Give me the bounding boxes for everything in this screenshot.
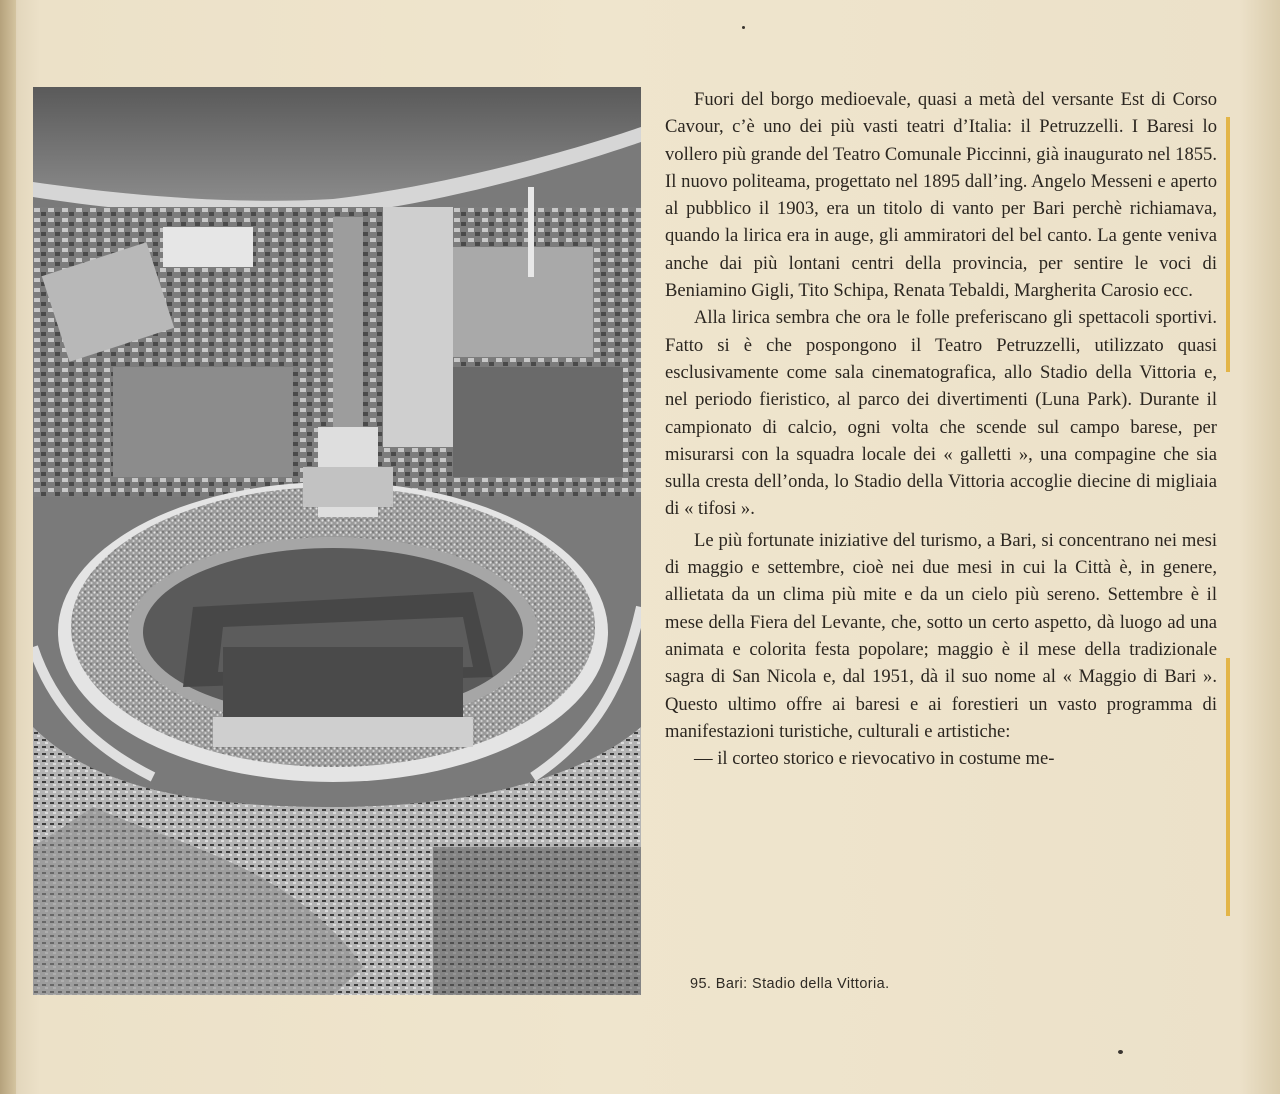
- paragraph-4: — il corteo storico e rievocativo in costume me-: [694, 748, 1055, 770]
- photo-caption: 95. Bari: Stadio della Vittoria.: [690, 976, 890, 992]
- paper-speck: [742, 26, 745, 29]
- paragraph-2: Alla lirica sembra che ora le folle preferiscano gli spettacoli sportivi. Fatto si è che pospongono il Teatro Petruzzelli, utilizzato quasi esclusivamente come sala cinematografica, allo Stadio della Vittoria e, nel periodo fieristico, al parco dei divertimenti (Luna Park). Durante il campionato di calcio, ogni volta che scende sul campo barese, per misurarsi con la squadra locale dei « galletti », una compagine che sia sulla cresta dell’onda, lo Stadio della Vittoria accoglie diecine di migliaia di « tifosi ».: [665, 307, 1217, 520]
- body-text: [665, 86, 1217, 772]
- paper-speck: [1118, 1050, 1123, 1054]
- margin-mark-1: [1226, 117, 1230, 372]
- paragraph-1: Fuori del borgo medioevale, quasi a metà del versante Est di Corso Cavour, c’è uno dei più vasti teatri d’Italia: il Petruzzelli. I Baresi lo vollero più grande del Teatro Comunale Piccinni, già inaugurato nel 1855. Il nuovo politeama, progettato nel 1895 dall’ing. Angelo Messeni e aperto al pubblico il 1903, era un titolo di vanto per Bari perchè richiamava, quando la lirica era in auge, gli ammiratori del bel canto. La gente veniva anche dai più lontani centri della provincia, per sentire le voci di Beniamino Gigli, Tito Schipa, Renata Tebaldi, Margherita Carosio ecc.: [665, 89, 1217, 302]
- margin-mark-2: [1226, 658, 1230, 916]
- page-spine-edge: [0, 0, 16, 1094]
- paragraph-3: Le più fortunate iniziative del turismo, a Bari, si concentrano nei mesi di maggio e settembre, cioè nei due mesi in cui la Città è, in genere, allietata da un clima più mite e da un cielo più sereno. Settembre è il mese della Fiera del Levante, che, sotto un certo aspetto, dà luogo ad una animata e colorita festa popolare; maggio è il mese della tradizionale sagra di San Nicola e, dal 1951, dà il suo nome al « Maggio di Bari ». Questo ultimo offre ai baresi e ai forestieri un vasto programma di manifestazioni turistiche, culturali e artistiche:: [665, 529, 1217, 742]
- stadium-aerial-photo: [33, 87, 641, 995]
